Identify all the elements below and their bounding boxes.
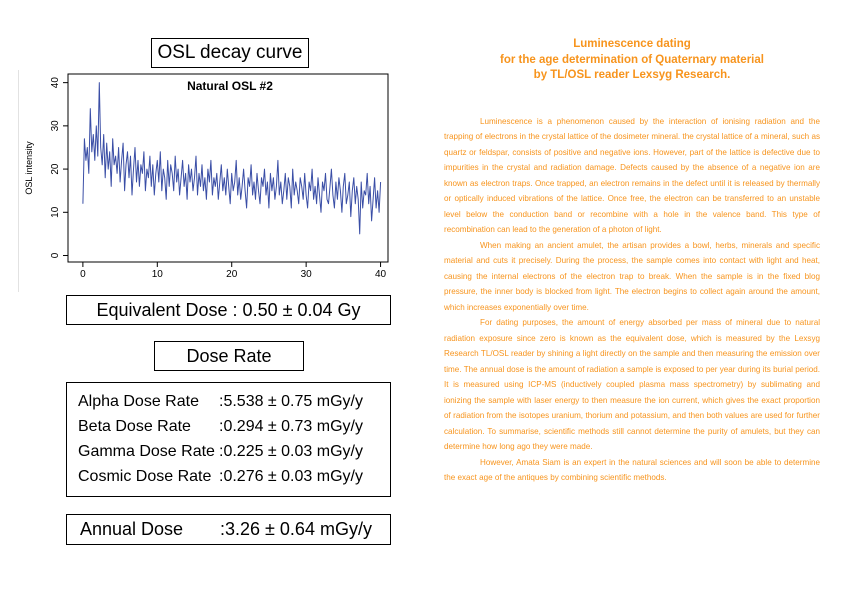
osl-decay-chart [20,70,400,292]
dose-rate-title-box [154,341,304,371]
dose-rate-value: :0.276 ± 0.03 mGy/y [219,468,363,485]
dose-rate-row-beta [67,414,390,439]
dose-rate-label: Gamma Dose Rate [78,443,215,460]
dose-rate-title: Dose Rate [186,346,272,366]
chart-title-box [151,38,309,68]
dose-rate-value: :0.225 ± 0.03 mGy/y [219,443,363,460]
x-tick-label: 40 [374,269,387,280]
article-column [444,37,820,486]
annual-dose-box [66,514,391,545]
dose-rate-label: Cosmic Dose Rate [78,468,212,485]
article-paragraph: For dating purposes, the amount of energy absorbed per mass of mineral due to natural radiation exposure since zero is known as the equivalent dose, which is measured by the Lexsyg Research TL/OSL reader by shining a light directly on the sample and then measuring the emission over time. The annual dose is the amount of radiation a sample is exposed to per year during its burial period. It is measured using ICP-MS (inductively coupled plasma mass spectrometry) by sublimating and ionizing the sample with laser energy to then measure the ion current, which gives the exact proportion of radiation from the isotopes uranium, thorium and potassium, and then both values are used for further calculation. To summarise, scientific methods still cannot determine the purity of amulets, but they can determine how long ago they were made. [444,318,820,451]
dose-rate-value: :0.294 ± 0.73 mGy/y [219,418,363,435]
y-tick-label: 10 [50,206,61,218]
equivalent-dose-box [66,295,391,325]
equivalent-dose-text: Equivalent Dose : 0.50 ± 0.04 Gy [96,300,361,320]
chart-title: Natural OSL #2 [187,79,273,93]
y-tick-label: 20 [50,163,61,175]
y-tick-label: 30 [50,120,61,132]
dose-rate-row-alpha [67,389,390,414]
dose-rate-row-cosmic [67,464,390,489]
article-paragraph: However, Amata Siam is an expert in the natural sciences and will soon be able to determine the exact age of the antiques by combining scientific methods. [444,457,820,482]
x-tick-label: 10 [151,269,163,280]
series-line [83,83,381,234]
article-heading-line: Luminescence dating [573,38,691,50]
article-heading-line: by TL/OSL reader Lexsyg Research. [533,69,731,81]
y-tick-label: 40 [50,77,61,89]
y-axis-label: OSL intensity [24,141,34,195]
article-heading-line: for the age determination of Quaternary material [500,53,764,66]
x-tick-label: 20 [226,269,238,280]
y-tick-label: 0 [50,252,61,259]
dose-rate-label: Alpha Dose Rate [78,393,199,410]
article-paragraph: When making an ancient amulet, the artisan provides a bowl, herbs, minerals and specific material and cuts it precisely. During the process, the sample comes into contact with light and heat, causing the internal electrons of the electron trap to break. When the sample is in the fixed blog pressure, the inner body is blocked from light. The electron begins to collect again around the amount, which increases exponentially over time. [444,240,820,312]
plot-frame [68,74,388,262]
dose-rate-label: Beta Dose Rate [78,418,191,435]
article-heading [444,37,820,84]
annual-dose-value: :3.26 ± 0.64 mGy/y [220,519,372,539]
x-tick-label: 0 [80,269,86,280]
dose-rate-value: :5.538 ± 0.75 mGy/y [219,393,363,410]
dose-rate-row-gamma [67,439,390,464]
article-paragraph: Luminescence is a phenomenon caused by the interaction of ionising radiation and the trapping of electrons in the crystal lattice of the dosimeter mineral. the crystal lattice of a mineral, such as quartz or feldspar, consists of positive and negative ions. However, part of the lattice is defective due to impurities in the crystal and radiation damage. Defects caused by the absence of a negative ion are known as electron traps. Once trapped, an electron remains in the defect until it is released by thermally or optically induced vibrations of the lattice. Once free, the electron can be transferred to an unstable level below the conduction band or recombine with a hole in the valence band. This type of recombination can lead to the generation of a photon of light. [444,116,820,234]
divider-line [18,70,19,292]
dose-rates-box [66,382,391,497]
annual-dose-label: Annual Dose [80,519,184,539]
chart-section-title: OSL decay curve [157,42,303,63]
x-tick-label: 30 [300,269,312,280]
